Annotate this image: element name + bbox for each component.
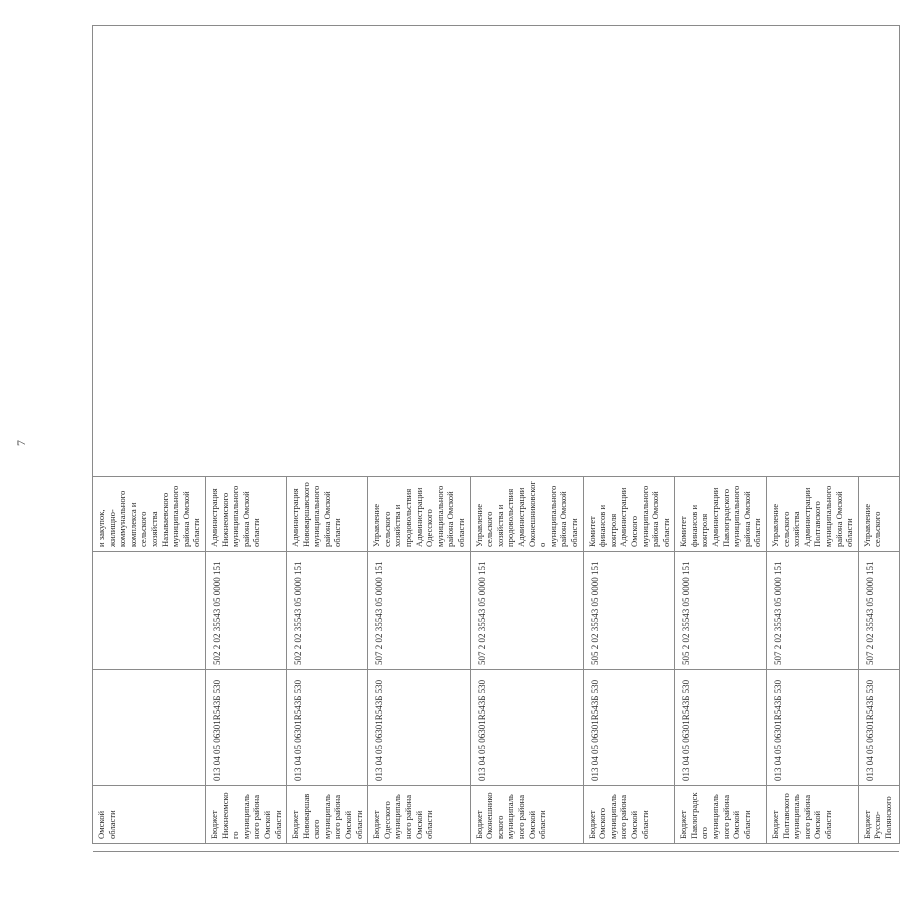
table-row-continued (93, 26, 206, 852)
budget-cell: Бюджет Одесского муниципального района Омской области (368, 786, 470, 844)
administrator-cell: и закупок, жилищно-коммунального комплекса и сельского хозяйства Называевского муниципального района Омской области (93, 477, 206, 552)
budget-cell: Бюджет Павлоградского муниципального района Омской области (675, 786, 767, 844)
left-margin-cell (93, 844, 206, 852)
administrator-cell: Управление сельского (858, 477, 899, 552)
revenue-code-cell: 507 2 02 35543 05 0000 151 (368, 552, 470, 670)
expense-code-cell: 013 04 05 06301R543Б 530 (767, 670, 859, 786)
budget-cell: Бюджет Полтавского муниципального района Омской области (767, 786, 859, 844)
code-cell (93, 670, 206, 786)
expense-code-cell: 013 04 05 06301R543Б 530 (205, 670, 286, 786)
expense-code-cell: 013 04 05 06301R543Б 530 (470, 670, 583, 786)
budget-cell: Бюджет Оконешниковского муниципального района Омской области (470, 786, 583, 844)
budget-cell: Бюджет Омского муниципального района Омской области (583, 786, 675, 844)
revenue-code-cell (93, 552, 206, 670)
administrator-cell: Управление сельского хозяйства и продовольствия Администрации Одесского муниципального района Омской области (368, 477, 470, 552)
expense-code-cell: 013 04 05 06301R543Б 530 (368, 670, 470, 786)
administrator-cell: Администрация Нововаршавского муниципального района Омской области (287, 477, 368, 552)
revenue-code-cell: 505 2 02 35543 05 0000 151 (583, 552, 675, 670)
revenue-code-cell: 507 2 02 35543 05 0000 151 (767, 552, 859, 670)
budget-cell: Бюджет Нововаршавского муниципального района Омской области (287, 786, 368, 844)
page-number: 7 (14, 440, 28, 446)
revenue-code-cell: 502 2 02 35543 05 0000 151 (287, 552, 368, 670)
revenue-code-cell: 505 2 02 35543 05 0000 151 (675, 552, 767, 670)
expense-code-cell: 013 04 05 06301R543Б 530 (858, 670, 899, 786)
administrator-cell: Администрация Нижнеомского муниципального района Омской области (205, 477, 286, 552)
expense-code-cell: 013 04 05 06301R543Б 530 (287, 670, 368, 786)
budget-cell: Бюджет Русско-Полянского (858, 786, 899, 844)
expense-code-cell: 013 04 05 06301R543Б 530 (583, 670, 675, 786)
revenue-code-cell: 507 2 02 35543 05 0000 151 (858, 552, 899, 670)
empty-column (93, 26, 900, 477)
revenue-code-cell: 502 2 02 35543 05 0000 151 (205, 552, 286, 670)
administrator-cell: Комитет финансов и контроля Администрации Омского муниципального района Омской области (583, 477, 675, 552)
budget-cell: Бюджет Нижнеомского муниципального района Омской области (205, 786, 286, 844)
subsidy-table-rotated (92, 26, 893, 852)
revenue-code-cell: 507 2 02 35543 05 0000 151 (470, 552, 583, 670)
administrator-cell: Управление сельского хозяйства Администрации Полтавского муниципального района Омской области (767, 477, 859, 552)
administrator-cell: Комитет финансов и контроля Администрации Павлоградского муниципального района Омской области (675, 477, 767, 552)
budget-cell: Омской области (93, 786, 206, 844)
subsidy-distribution-table (92, 25, 900, 852)
administrator-cell: Управление сельского хозяйства и продовольствия Администрации Оконешниковского муниципального района Омской области (470, 477, 583, 552)
expense-code-cell: 013 04 05 06301R543Б 530 (675, 670, 767, 786)
